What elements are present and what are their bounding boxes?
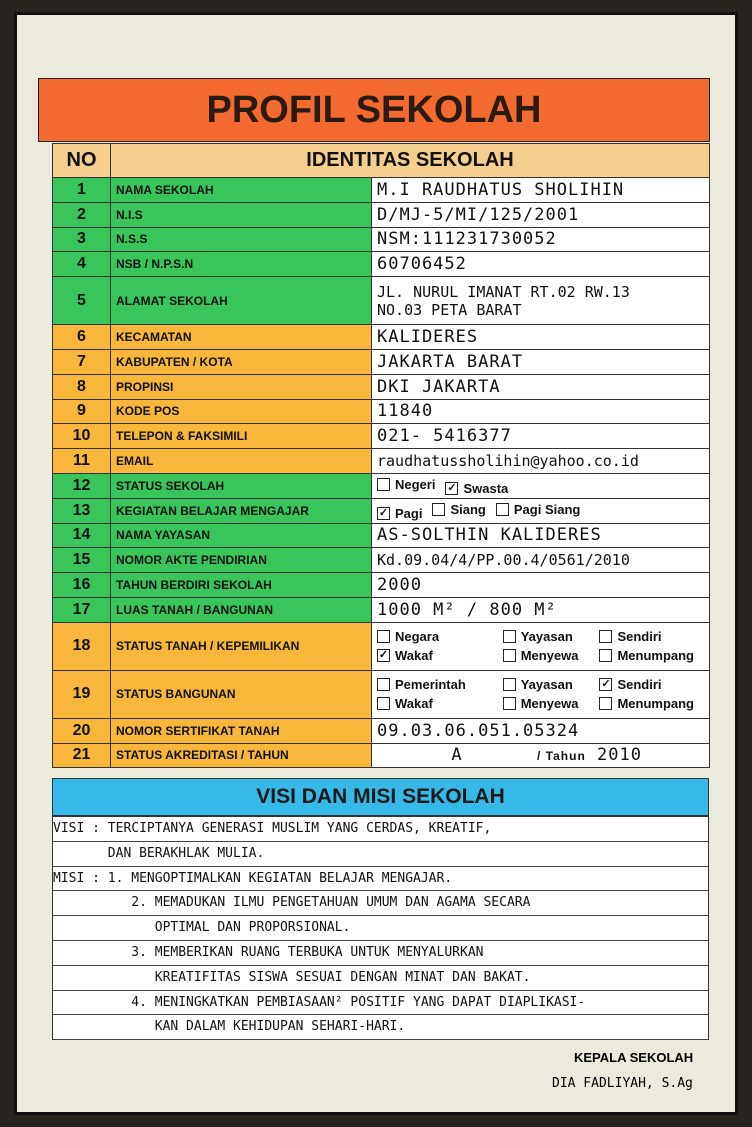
row-number: 10	[53, 424, 111, 449]
checkbox-icon[interactable]	[503, 678, 516, 691]
table-row	[53, 573, 710, 598]
visi-misi-line: OPTIMAL DAN PROPORSIONAL.	[53, 916, 708, 941]
value-text: 60706452	[377, 254, 467, 275]
checkbox-icon[interactable]	[432, 503, 445, 516]
row-label: STATUS SEKOLAH	[111, 473, 372, 498]
row-label: TELEPON & FAKSIMILI	[111, 424, 372, 449]
row-value	[372, 597, 710, 622]
table-row	[53, 227, 710, 252]
row-number: 6	[53, 325, 111, 350]
row-label: PROPINSI	[111, 374, 372, 399]
row-value	[372, 349, 710, 374]
checkbox-label: Menumpang	[617, 696, 694, 712]
row-value	[372, 178, 710, 203]
value-text: D/MJ-5/MI/125/2001	[377, 204, 580, 225]
row-number: 9	[53, 399, 111, 424]
value-text: 11840	[377, 401, 434, 422]
value-text: 021- 5416377	[377, 426, 512, 447]
header-identitas: IDENTITAS SEKOLAH	[111, 144, 710, 178]
checkbox-icon[interactable]	[599, 630, 612, 643]
row-value	[372, 399, 710, 424]
value-text: Kd.09.04/4/PP.00.4/0561/2010	[377, 551, 630, 570]
visi-misi-box	[52, 816, 709, 1040]
row-value	[372, 473, 710, 498]
checkbox-option[interactable]	[599, 648, 694, 663]
checkbox-option[interactable]	[599, 696, 694, 711]
value-text: JAKARTA BARAT	[377, 351, 524, 372]
row-label: NOMOR AKTE PENDIRIAN	[111, 548, 372, 573]
value-text: JL. NURUL IMANAT RT.02 RW.13	[377, 282, 630, 301]
identity-table	[52, 143, 710, 768]
row-value	[372, 622, 710, 670]
checkbox-option[interactable]	[503, 677, 590, 692]
row-label: NOMOR SERTIFIKAT TANAH	[111, 718, 372, 743]
row-label: EMAIL	[111, 449, 372, 474]
signature-title: KEPALA SEKOLAH	[574, 1050, 694, 1065]
checkbox-option[interactable]	[503, 648, 590, 663]
checkbox-icon[interactable]	[503, 649, 516, 662]
row-value	[372, 252, 710, 277]
value-text: M.I RAUDHATUS SHOLIHIN	[377, 179, 625, 200]
checkbox-icon[interactable]	[377, 697, 390, 710]
checkbox-option[interactable]	[377, 648, 493, 663]
visi-misi-line: KREATIFITAS SISWA SESUAI DENGAN MINAT DAN BAKAT.	[53, 966, 708, 991]
row-value	[372, 670, 710, 718]
visi-misi-line: 4. MENINGKATKAN PEMBIASAAN² POSITIF YANG DAPAT DIAPLIKASI-	[53, 991, 708, 1016]
checkbox-label: Wakaf	[395, 648, 433, 664]
row-label: STATUS AKREDITASI / TAHUN	[111, 743, 372, 768]
checkbox-icon[interactable]	[377, 649, 390, 662]
table-row	[53, 548, 710, 573]
visi-misi-line: MISI : 1. MENGOPTIMALKAN KEGIATAN BELAJAR MENGAJAR.	[53, 867, 708, 892]
row-label: NSB / N.P.S.N	[111, 252, 372, 277]
checkbox-label: Swasta	[463, 480, 509, 496]
checkbox-label: Siang	[450, 501, 486, 517]
signature-name: DIA FADLIYAH, S.Ag	[552, 1076, 693, 1091]
checkbox-option[interactable]	[599, 629, 694, 644]
checkbox-label: Menyewa	[520, 696, 579, 712]
value-text: KALIDERES	[377, 327, 479, 348]
table-row	[53, 718, 710, 743]
row-value	[372, 449, 710, 474]
table-row	[53, 374, 710, 399]
checkbox-label: Pemerintah	[395, 677, 466, 693]
checkbox-icon[interactable]	[377, 678, 390, 691]
row-label: KECAMATAN	[111, 325, 372, 350]
visi-misi-line: KAN DALAM KEHIDUPAN SEHARI-HARI.	[53, 1015, 708, 1040]
checkbox-option[interactable]	[599, 677, 694, 692]
header-no: NO	[53, 144, 111, 178]
row-number: 21	[53, 743, 111, 768]
row-number: 18	[53, 622, 111, 670]
accreditation-grade: A	[451, 745, 463, 766]
row-value	[372, 424, 710, 449]
row-value	[372, 573, 710, 598]
row-value	[372, 718, 710, 743]
checkbox-icon[interactable]	[503, 697, 516, 710]
row-label: TAHUN BERDIRI SEKOLAH	[111, 573, 372, 598]
value-text: 09.03.06.051.05324	[377, 720, 580, 741]
row-number: 17	[53, 597, 111, 622]
row-number: 7	[53, 349, 111, 374]
row-number: 15	[53, 548, 111, 573]
row-number: 13	[53, 498, 111, 523]
checkbox-option[interactable]	[377, 629, 493, 644]
row-label: NAMA SEKOLAH	[111, 178, 372, 203]
row-label: KEGIATAN BELAJAR MENGAJAR	[111, 498, 372, 523]
table-row	[53, 473, 710, 498]
checkbox-option[interactable]	[377, 477, 435, 492]
table-row	[53, 743, 710, 768]
row-label: N.S.S	[111, 227, 372, 252]
table-row	[53, 498, 710, 523]
row-label: STATUS BANGUNAN	[111, 670, 372, 718]
row-number: 19	[53, 670, 111, 718]
row-value	[372, 202, 710, 227]
row-number: 11	[53, 449, 111, 474]
checkbox-option[interactable]	[503, 629, 590, 644]
row-number: 8	[53, 374, 111, 399]
checkbox-label: Sendiri	[617, 677, 662, 693]
row-label: KODE POS	[111, 399, 372, 424]
value-text: raudhatussholihin@yahoo.co.id	[377, 452, 639, 471]
checkbox-icon[interactable]	[503, 630, 516, 643]
checkbox-option[interactable]	[445, 481, 508, 496]
row-number: 5	[53, 277, 111, 325]
checkbox-option[interactable]	[496, 502, 580, 517]
visi-misi-title: VISI DAN MISI SEKOLAH	[52, 778, 709, 816]
row-label: LUAS TANAH / BANGUNAN	[111, 597, 372, 622]
table-row	[53, 178, 710, 203]
checkbox-label: Menumpang	[617, 648, 694, 664]
table-row	[53, 399, 710, 424]
table-header	[53, 144, 710, 178]
checkbox-label: Sendiri	[617, 629, 662, 645]
visi-misi-line: VISI : TERCIPTANYA GENERASI MUSLIM YANG CERDAS, KREATIF,	[53, 817, 708, 842]
checkbox-icon[interactable]	[377, 478, 390, 491]
table-row	[53, 202, 710, 227]
row-value	[372, 277, 710, 325]
checkbox-label: Negeri	[395, 476, 436, 492]
checkbox-icon[interactable]	[599, 649, 612, 662]
checkbox-label: Pagi	[395, 505, 423, 521]
value-text: NSM:111231730052	[377, 229, 557, 250]
checkbox-option[interactable]	[377, 696, 493, 711]
row-value	[372, 548, 710, 573]
checkbox-icon[interactable]	[445, 482, 458, 495]
row-number: 3	[53, 227, 111, 252]
row-number: 4	[53, 252, 111, 277]
value-text: DKI JAKARTA	[377, 376, 501, 397]
row-label: N.I.S	[111, 202, 372, 227]
visi-misi-line: 2. MEMADUKAN ILMU PENGETAHUAN UMUM DAN AGAMA SECARA	[53, 891, 708, 916]
table-row	[53, 597, 710, 622]
checkbox-label: Yayasan	[520, 677, 573, 693]
checkbox-label: Negara	[395, 629, 440, 645]
row-label: NAMA YAYASAN	[111, 523, 372, 548]
row-label: KABUPATEN / KOTA	[111, 349, 372, 374]
row-number: 20	[53, 718, 111, 743]
row-number: 1	[53, 178, 111, 203]
checkbox-option[interactable]	[377, 677, 493, 692]
row-label: ALAMAT SEKOLAH	[111, 277, 372, 325]
checkbox-icon[interactable]	[377, 630, 390, 643]
row-number: 2	[53, 202, 111, 227]
row-value	[372, 227, 710, 252]
checkbox-label: Pagi Siang	[513, 501, 581, 517]
table-row	[53, 252, 710, 277]
value-text-2: NO.03 PETA BARAT	[377, 300, 522, 319]
table-row	[53, 349, 710, 374]
accreditation-year: 2010	[597, 745, 642, 766]
visi-misi-line: DAN BERAKHLAK MULIA.	[53, 842, 708, 867]
visi-misi-line: 3. MEMBERIKAN RUANG TERBUKA UNTUK MENYALURKAN	[53, 941, 708, 966]
table-row	[53, 622, 710, 670]
table-row	[53, 523, 710, 548]
checkbox-option[interactable]	[377, 506, 422, 521]
row-value	[372, 523, 710, 548]
table-row	[53, 325, 710, 350]
table-row	[53, 277, 710, 325]
tahun-label: / Tahun	[537, 749, 586, 764]
table-row	[53, 449, 710, 474]
row-value	[372, 325, 710, 350]
row-label: STATUS TANAH / KEPEMILIKAN	[111, 622, 372, 670]
checkbox-option[interactable]	[432, 502, 485, 517]
checkbox-icon[interactable]	[599, 697, 612, 710]
checkbox-icon[interactable]	[496, 503, 509, 516]
checkbox-icon[interactable]	[599, 678, 612, 691]
row-value	[372, 743, 710, 768]
checkbox-option[interactable]	[503, 696, 590, 711]
page-title: PROFIL SEKOLAH	[38, 78, 710, 142]
table-row	[53, 670, 710, 718]
value-text: 1000 M² / 800 M²	[377, 599, 557, 620]
table-row	[53, 424, 710, 449]
checkbox-label: Menyewa	[520, 648, 579, 664]
value-text: AS-SOLTHIN KALIDERES	[377, 525, 602, 546]
row-number: 14	[53, 523, 111, 548]
checkbox-label: Yayasan	[520, 629, 573, 645]
checkbox-icon[interactable]	[377, 507, 390, 520]
row-value	[372, 498, 710, 523]
row-value	[372, 374, 710, 399]
row-number: 12	[53, 473, 111, 498]
checkbox-label: Wakaf	[395, 696, 433, 712]
row-number: 16	[53, 573, 111, 598]
value-text: 2000	[377, 575, 422, 596]
